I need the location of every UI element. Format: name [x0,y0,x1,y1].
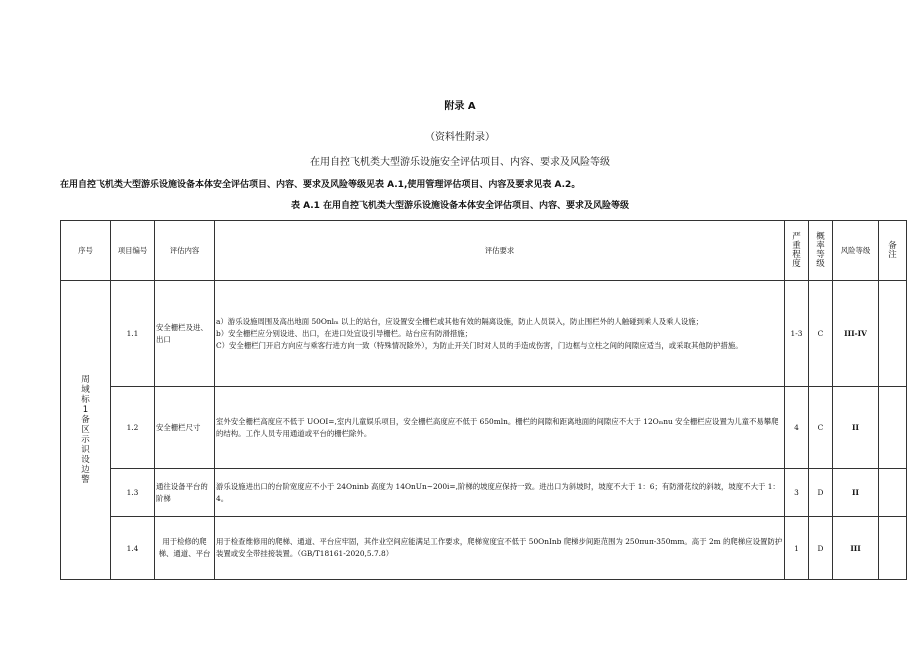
requirement-line: a）游乐设施周围及高出地面 50Onlₘ 以上的站台，应设置安全栅栏或其他有效的隔离设施，防止人员误入，防止围栏外的人触碰到乘人及乘人设施； [216,316,704,326]
col-seq-header: 序号 [61,221,111,281]
category-label: 周域标1备区示识设边警 [81,375,90,485]
intro-paragraph: 在用自控飞机类大型游乐设施设备本体安全评估项目、内容、要求及风险等级见表 A.1,使用管理评估项目、内容及要求见表 A.2。 [60,180,581,190]
category-cell [61,281,111,580]
item-risk: II [833,387,879,469]
item-probability: C [809,281,833,387]
item-content: 安全栅栏及进、出口 [155,281,215,387]
col-remark-header: 备注 [879,221,907,281]
item-requirement [215,281,785,387]
item-content: 安全栅栏尺寸 [155,387,215,469]
table-caption: 表 A.1 在用自控飞机类大型游乐设施设备本体安全评估项目、内容、要求及风险等级 [290,201,630,211]
item-remark [879,387,907,469]
item-severity: 4 [785,387,809,469]
table-row [61,469,907,517]
item-no: 1.1 [111,281,155,387]
item-risk: II [833,469,879,517]
requirement-line: C）安全栅栏门开启方向应与乘客行进方向一致（特殊情况除外），为防止开关门时对人员的手造成伤害，门边框与立柱之间的间隙应适当，或采取其他防护措施。 [216,340,743,350]
table-row [61,281,907,387]
item-risk: III [833,517,879,580]
requirement-line: 室外安全栅栏高度应不低于 UOOI=,室内儿童娱乐项目，安全栅栏高度应不低于 650mln。栅栏的间隙和距离地面的间隙应不大于 12Oₘnu 安全栅栏应设置为儿童不易攀爬的结构。工作人员专用通道或平台的栅栏除外。 [216,416,779,438]
col-requirement-header: 评估要求 [215,221,785,281]
table-row [61,387,907,469]
appendix-type: （资料性附录） [425,132,495,143]
item-risk: III-IV [833,281,879,387]
col-item-no-header: 项目编号 [111,221,155,281]
item-severity: 1-3 [785,281,809,387]
item-probability: D [809,517,833,580]
item-requirement [215,387,785,469]
item-probability: C [809,387,833,469]
item-no: 1.4 [111,517,155,580]
item-remark [879,517,907,580]
table-row [61,517,907,580]
item-remark [879,469,907,517]
item-requirement [215,469,785,517]
item-no: 1.2 [111,387,155,469]
item-severity: 1 [785,517,809,580]
appendix-title: 在用自控飞机类大型游乐设施安全评估项目、内容、要求及风险等级 [310,157,610,168]
requirement-line: 用于检查维修用的爬梯、通道、平台应牢固，其作业空间应能满足工作要求，爬梯宽度宜不低于 50OnInb 爬梯步间距范围为 250πuπ-350mm。高于 2m 的爬梯应设置防护装置或安全带挂接装置。（GB/T18161-2020,5.7.8） [216,537,783,558]
item-no: 1.3 [111,469,155,517]
requirement-line: b）安全栅栏应分别设进、出口，在进口处宜设引导栅栏。站台应有防滑措施； [216,328,473,338]
col-risk-header: 风险等级 [833,221,879,281]
item-remark [879,281,907,387]
item-content: 通往设备平台的阶梯 [155,469,215,517]
requirement-line: 游乐设施进出口的台阶宽度应不小于 24Oninb 高度为 14OnUn~200i=,阶梯的坡度应保持一致。进出口为斜坡时，坡度不大于 1：6；有防滑花纹的斜坡，坡度不大于 1：4。 [216,481,780,503]
col-probability-header: 概率等级 [809,221,833,281]
item-requirement [215,517,785,580]
assessment-table [60,220,907,580]
appendix-heading: 附录 A [444,101,476,112]
item-content: 用于检修的爬梯、通道、平台 [155,517,215,580]
table-header-row [61,221,907,281]
item-severity: 3 [785,469,809,517]
col-severity-header: 严重程度 [785,221,809,281]
col-content-header: 评估内容 [155,221,215,281]
item-probability: D [809,469,833,517]
